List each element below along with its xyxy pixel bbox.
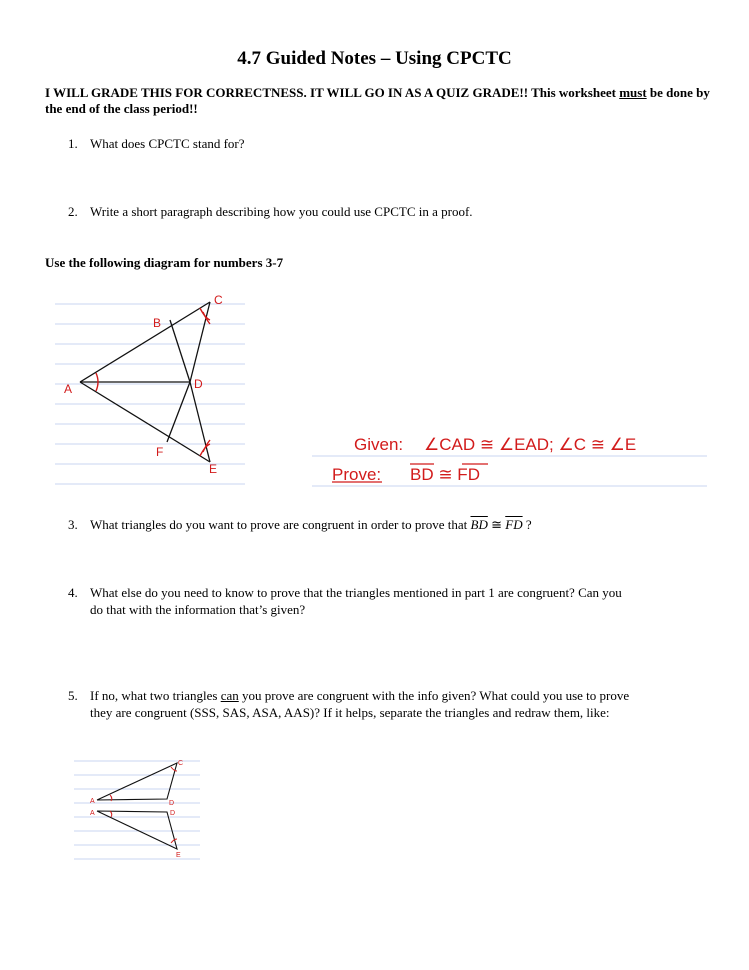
triangle-lines	[80, 302, 210, 462]
notice-emphasis: must	[619, 85, 647, 100]
given-statement: ∠CAD ≅ ∠EAD; ∠C ≅ ∠E	[424, 435, 637, 454]
bottom-label-d: D	[170, 810, 176, 817]
rule-lines	[55, 304, 245, 484]
question-number: 4.	[68, 585, 78, 600]
diagram-label: Use the following diagram for numbers 3-7	[45, 255, 284, 270]
top-label-d: D	[169, 800, 175, 807]
point-label-a: A	[64, 382, 73, 396]
given-prove-block	[312, 420, 707, 495]
question-3	[68, 516, 708, 534]
bottom-label-a: A	[90, 810, 95, 817]
grading-notice	[45, 85, 710, 117]
congruent-symbol: ≅	[487, 517, 506, 532]
question-number: 2.	[68, 204, 78, 219]
top-label-c: C	[178, 760, 184, 767]
q5-part-a: If no, what two triangles	[90, 688, 221, 703]
question-number: 3.	[68, 517, 78, 532]
q3-text-before: What triangles do you want to prove are congruent in order to prove that	[90, 517, 471, 532]
question-text: Write a short paragraph describing how you could use CPCTC in a proof.	[90, 204, 473, 219]
point-label-d: D	[194, 377, 203, 391]
q5-emphasis: can	[220, 688, 239, 703]
segment-bd: $\overline{BD}$	[470, 517, 488, 532]
notice-part1: I WILL GRADE THIS FOR CORRECTNESS. IT WILL GO IN AS A QUIZ GRADE!! This worksheet	[45, 85, 620, 100]
question-1	[68, 135, 708, 153]
prove-label: Prove:	[332, 465, 382, 484]
page-title: 4.7 Guided Notes – Using CPCTC	[237, 48, 512, 69]
prove-statement: BD ≅ FD	[410, 465, 480, 484]
question-number: 5.	[68, 688, 78, 703]
q3-text-after: ?	[522, 517, 532, 532]
top-label-a: A	[90, 798, 95, 805]
point-label-e: E	[209, 462, 218, 476]
bottom-label-e: E	[176, 852, 181, 859]
question-text-line1: What else do you need to know to prove that the triangles mentioned in part 1 are congruent? Can you	[90, 585, 622, 600]
question-text-line2: do that with the information that’s given?	[90, 602, 306, 617]
main-diagram	[50, 292, 250, 492]
question-text-line1	[90, 687, 629, 704]
segment-fd: $\overline{FD}$	[505, 517, 523, 532]
question-number: 1.	[68, 136, 78, 151]
question-text: What does CPCTC stand for?	[90, 136, 245, 151]
question-text-line2: they are congruent (SSS, SAS, ASA, AAS)? If it helps, separate the triangles and redraw them, like:	[90, 705, 610, 720]
question-4	[68, 584, 708, 620]
question-2	[68, 203, 708, 221]
point-label-f: F	[156, 445, 164, 459]
separated-triangles-diagram	[72, 755, 202, 865]
q5-part-b: you prove are congruent with the info given? What could you use to prove	[238, 688, 630, 703]
question-5	[68, 687, 708, 723]
given-label: Given:	[354, 435, 404, 454]
notice-part2: be done by the end of the class period!!	[45, 85, 710, 116]
point-label-b: B	[153, 316, 162, 330]
point-label-c: C	[214, 293, 223, 307]
question-text	[90, 516, 532, 533]
